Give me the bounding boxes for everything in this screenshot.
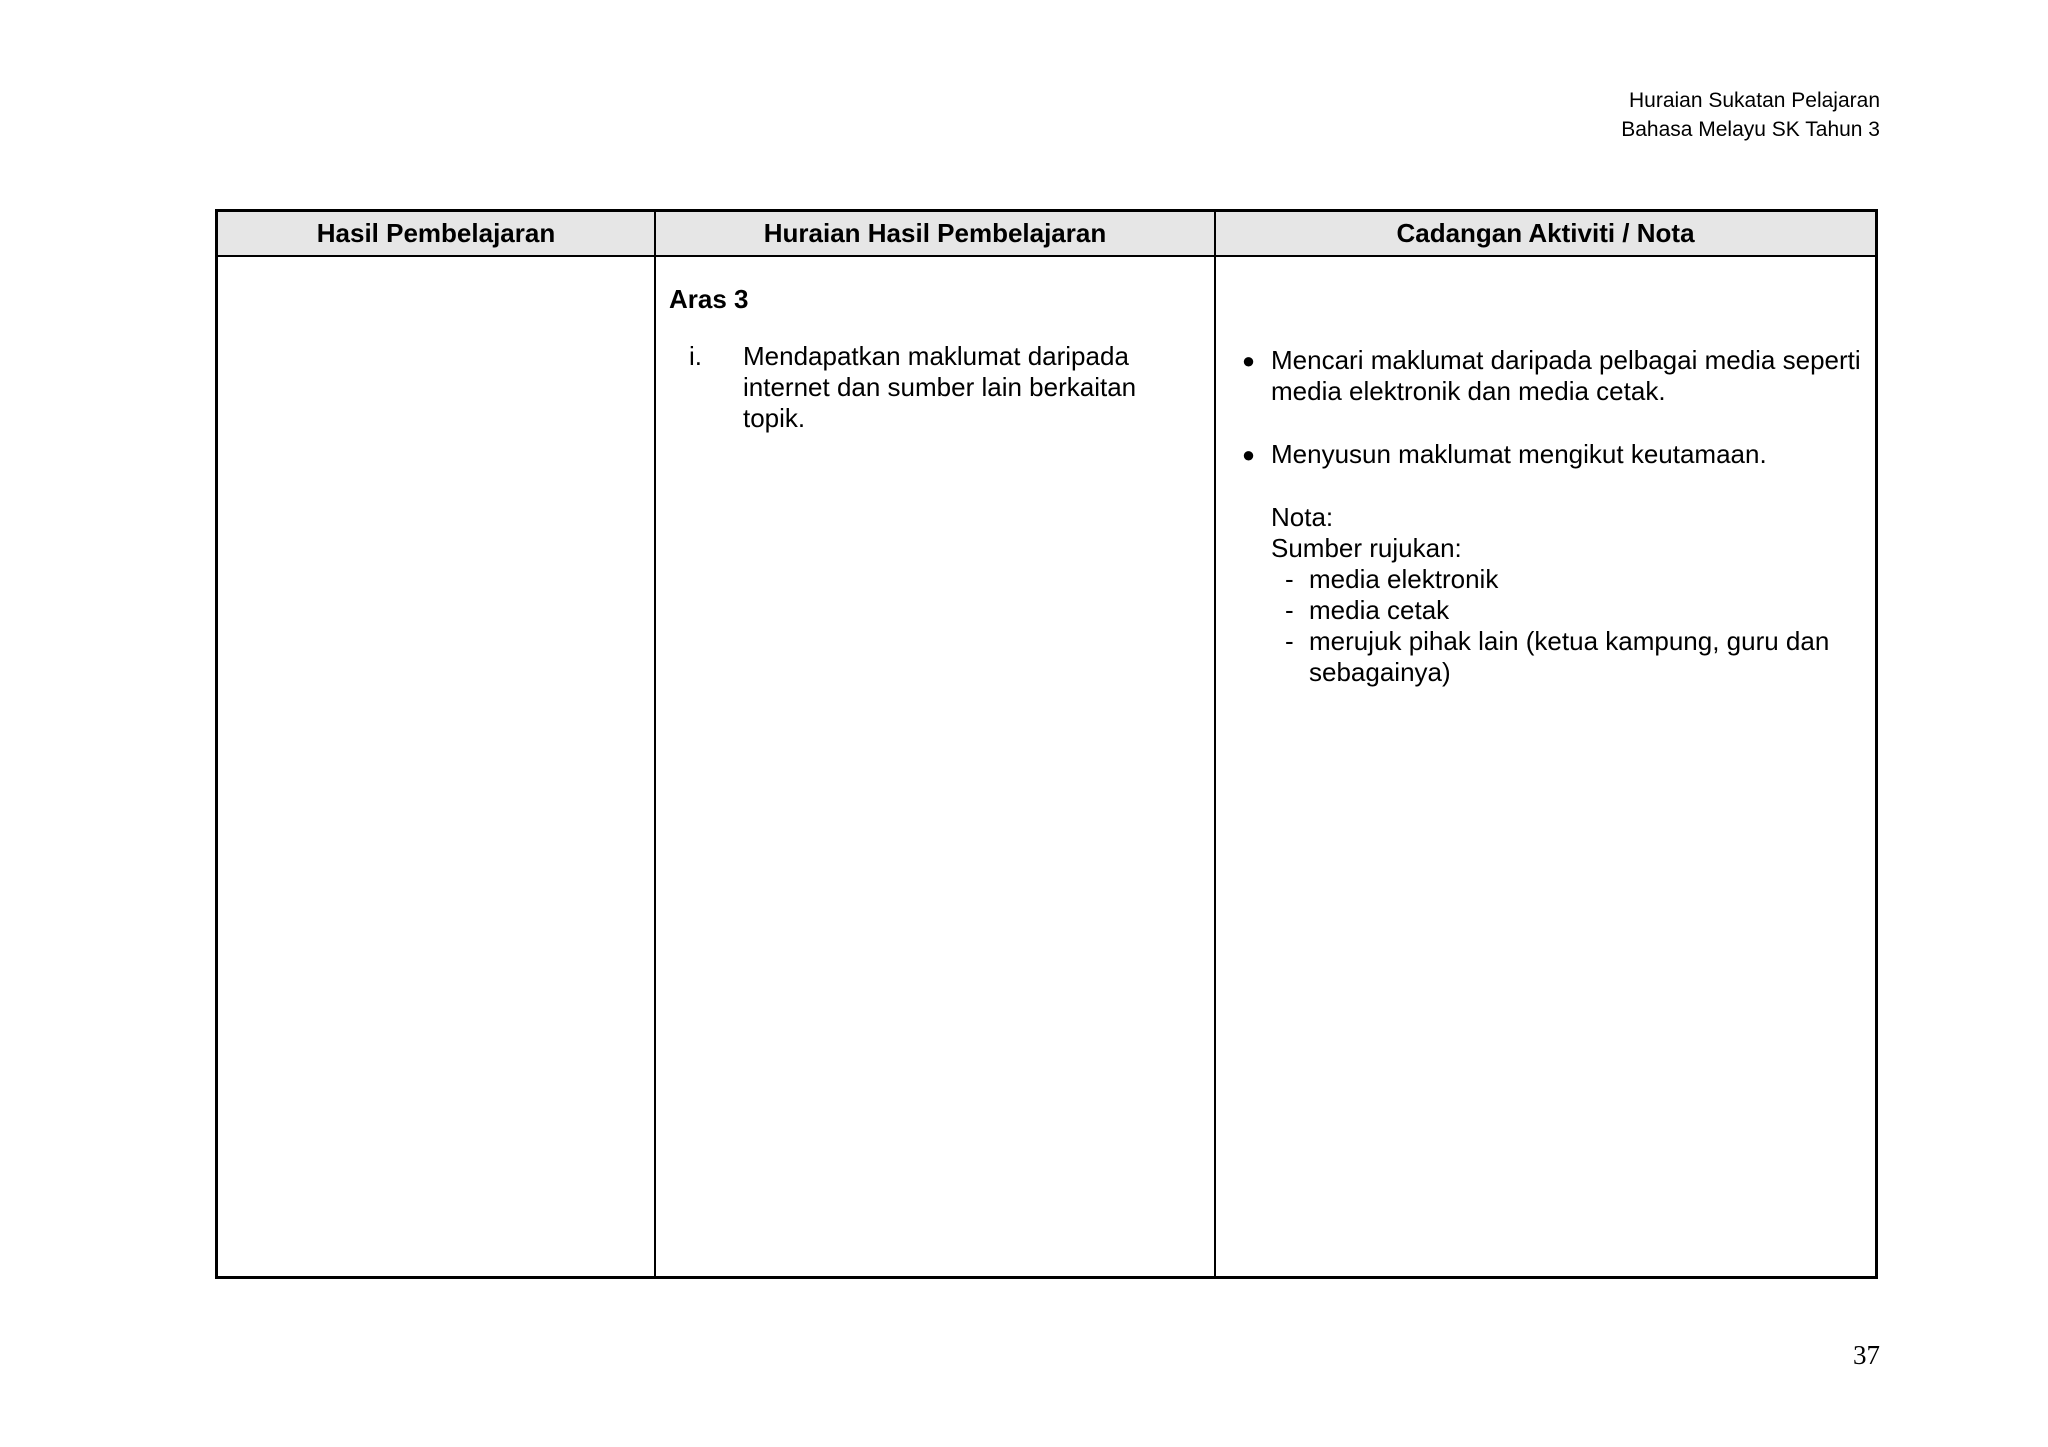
source-text: merujuk pihak lain (ketua kampung, guru dan sebagainya) [1309,626,1830,687]
source-text: media cetak [1309,595,1450,625]
list-item-text: Mendapatkan maklumat daripada internet dan sumber lain berkaitan topik. [743,341,1137,433]
source-item [1271,595,1869,626]
list-marker: i. [689,341,702,371]
cell-cadangan [1216,257,1875,1276]
note-block [1271,502,1869,688]
source-item [1271,564,1869,595]
level-title: Aras 3 [669,284,749,314]
bullet-icon: ● [1241,348,1256,373]
column-header-hasil: Hasil Pembelajaran [218,212,656,257]
dash-icon: - [1285,564,1294,594]
list-item [669,341,1163,434]
column-header-huraian: Huraian Hasil Pembelajaran [656,212,1216,257]
cell-huraian [656,257,1216,1276]
header-line-1: Huraian Sukatan Pelajaran [1629,89,1880,112]
activity-bullet [1226,439,1871,470]
curriculum-table [215,209,1878,1279]
sources-list [1271,564,1869,688]
source-text: media elektronik [1309,564,1499,594]
activity-text: Mencari maklumat daripada pelbagai media seperti media elektronik dan media cetak. [1271,345,1861,406]
document-header [1621,86,1880,144]
bullet-icon: ● [1241,442,1256,467]
note-label: Nota: [1271,502,1334,532]
dash-icon: - [1285,626,1294,656]
page-number: 37 [1853,1340,1880,1370]
activity-text: Menyusun maklumat mengikut keutamaan. [1271,439,1767,469]
activity-bullet [1226,345,1871,407]
source-item [1271,626,1869,688]
dash-icon: - [1285,595,1294,625]
header-line-2: Bahasa Melayu SK Tahun 3 [1621,118,1880,141]
sources-label: Sumber rujukan: [1271,533,1462,563]
cell-hasil-pembelajaran [218,257,656,1276]
column-header-cadangan: Cadangan Aktiviti / Nota [1216,212,1875,257]
